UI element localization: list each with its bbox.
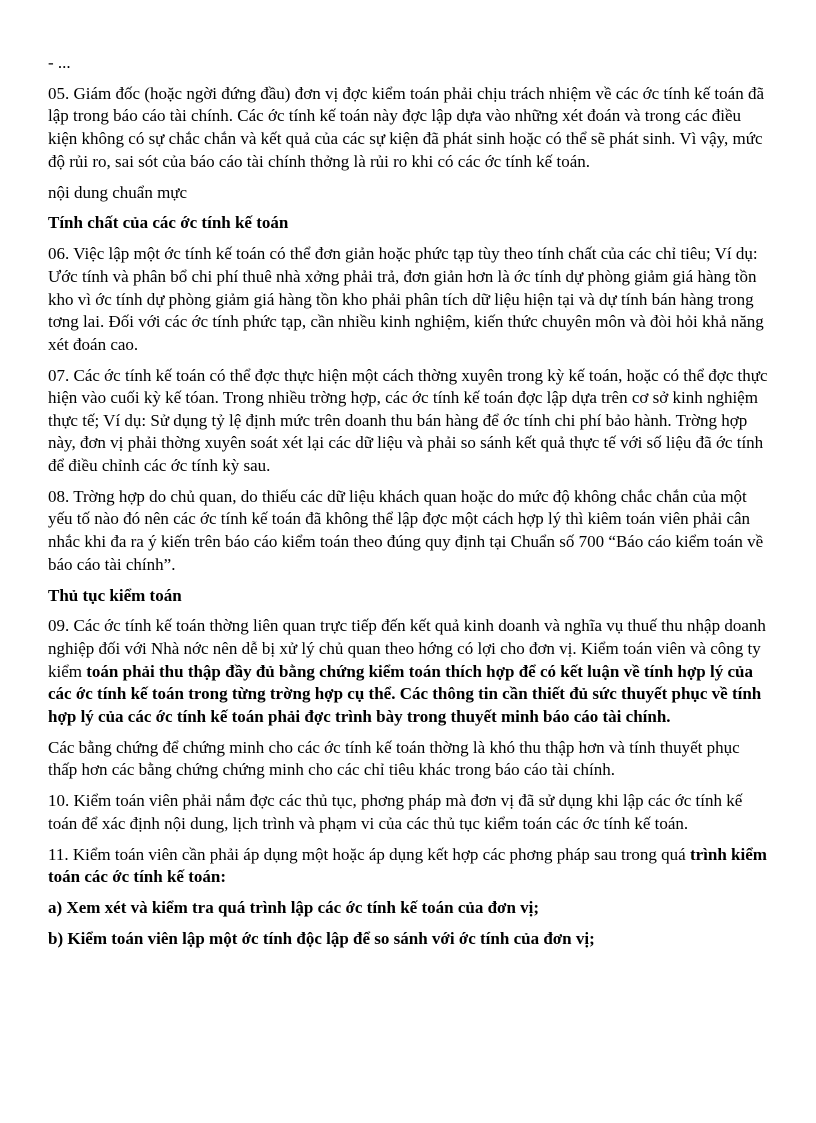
heading-nature-of-estimates: Tính chất của các ớc tính kế toán: [48, 213, 289, 233]
paragraph-09-text: 09. Các ớc tính kế toán thờng liên quan trực tiếp đến kết quả kinh doanh và nghĩa vụ thuế thu nhập doanh nghiệp đối với Nhà nớc nên dễ bị xử lý chủ quan theo hớng có lợi cho đơn vị. Kiểm toán viên và công ty kiểm: [48, 616, 766, 681]
document-page: [48, 52, 770, 959]
paragraph-11-bold-text: trình kiểm toán các ớc tính kế toán:: [48, 844, 767, 887]
paragraph-09: [48, 615, 770, 728]
paragraph-10: 10. Kiểm toán viên phải nắm đợc các thủ tục, phơng pháp mà đơn vị đã sử dụng khi lập các ớc tính kế toán để xác định nội dung, lịch trình và phạm vi của các thủ tục kiểm toán các ớc tính kế toán.: [48, 791, 743, 833]
paragraph-05: 05. Giám đốc (hoặc ngời đứng đầu) đơn vị đợc kiểm toán phải chịu trách nhiệm về các ớc tính kế toán đã lập trong báo cáo tài chính. Các ớc tính kế toán này đợc lập dựa vào những xét đoán và trong các điều kiện không có sự chắc chắn và kết quả của các sự kiện đã phát sinh hoặc có thể sẽ phát sinh. Vì vậy, mức độ rủi ro, sai sót của báo cáo tài chính thởng là rủi ro khi có các ớc tính kế toán.: [48, 83, 764, 171]
paragraph-08: 08. Trờng hợp do chủ quan, do thiếu các dữ liệu khách quan hoặc do mức độ không chắc chắn của một yếu tố nào đó nên các ớc tính kế toán đã không thể lập đợc một cách hợp lý thì kiêm toán viên phải cân nhắc khi đa ra ý kiến trên báo cáo kiểm toán theo đúng quy định tại Chuẩn số 700 “Báo cáo kiểm toán về báo cáo tài chính”.: [48, 486, 764, 574]
heading-audit-procedures: Thủ tục kiểm toán: [48, 585, 182, 605]
lead-text: - ...: [48, 53, 71, 72]
paragraph-11: [48, 844, 770, 889]
list-item-a: a) Xem xét và kiểm tra quá trình lập các ớc tính kế toán của đơn vị;: [48, 898, 540, 918]
paragraph-11-text: 11. Kiểm toán viên cần phải áp dụng một hoặc áp dụng kết hợp các phơng pháp sau trong quá: [48, 844, 690, 864]
list-item-b: b) Kiểm toán viên lập một ớc tính độc lập để so sánh với ớc tính của đơn vị;: [48, 929, 595, 949]
paragraph-07: 07. Các ớc tính kế toán có thể đợc thực hiện một cách thờng xuyên trong kỳ kế toán, hoặc có thể đợc thực hiện vào cuối kỳ kế tóan. Trong nhiều trờng hợp, các ớc tính kế toán đợc lập dựa trên cơ sở kinh nghiệm thực tế; Ví dụ: Sử dụng tỷ lệ định mức trên doanh thu bán hàng để ớc tính chi phí bảo hành. Trờng hợp này, đơn vị phải thờng xuyên soát xét lại các dữ liệu và phải so sánh kết quả thực tế với số liệu đã ớc tính để điều chỉnh các ớc tính kỳ sau.: [48, 365, 768, 475]
paragraph-09-evidence: Các bằng chứng để chứng minh cho các ớc tính kế toán thờng là khó thu thập hơn và tính thuyết phục thấp hơn các bằng chứng chứng minh cho các chỉ tiêu khác trong báo cáo tài chính.: [48, 737, 740, 780]
paragraph-06: 06. Việc lập một ớc tính kế toán có thể đơn giản hoặc phức tạp tùy theo tính chất của các chỉ tiêu; Ví dụ: Ước tính và phân bổ chi phí thuê nhà xởng phải trả, đơn giản hơn là ớc tính dự phòng giảm giá hàng tồn kho vì ớc tính dự phòng giảm giá hàng tồn kho phải phân tích dữ liệu hiện tại và dự tính bán hàng trong tơng lai. Đối với các ớc tính phức tạp, cần nhiều kinh nghiệm, kiến thức chuyên môn và đòi hỏi khả năng xét đoán cao.: [48, 244, 764, 354]
paragraph-09-bold-text: toán phải thu thập đầy đủ bằng chứng kiểm toán thích hợp để có kết luận về tính hợp lý của các ớc tính kế toán trong từng trờng hợp cụ thể. Các thông tin cần thiết đủ sức thuyết phục về tính hợp lý của các ớc tính kế toán phải đợc trình bày trong thuyết minh báo cáo tài chính.: [48, 661, 762, 726]
section-label: nội dung chuẩn mực: [48, 182, 188, 202]
